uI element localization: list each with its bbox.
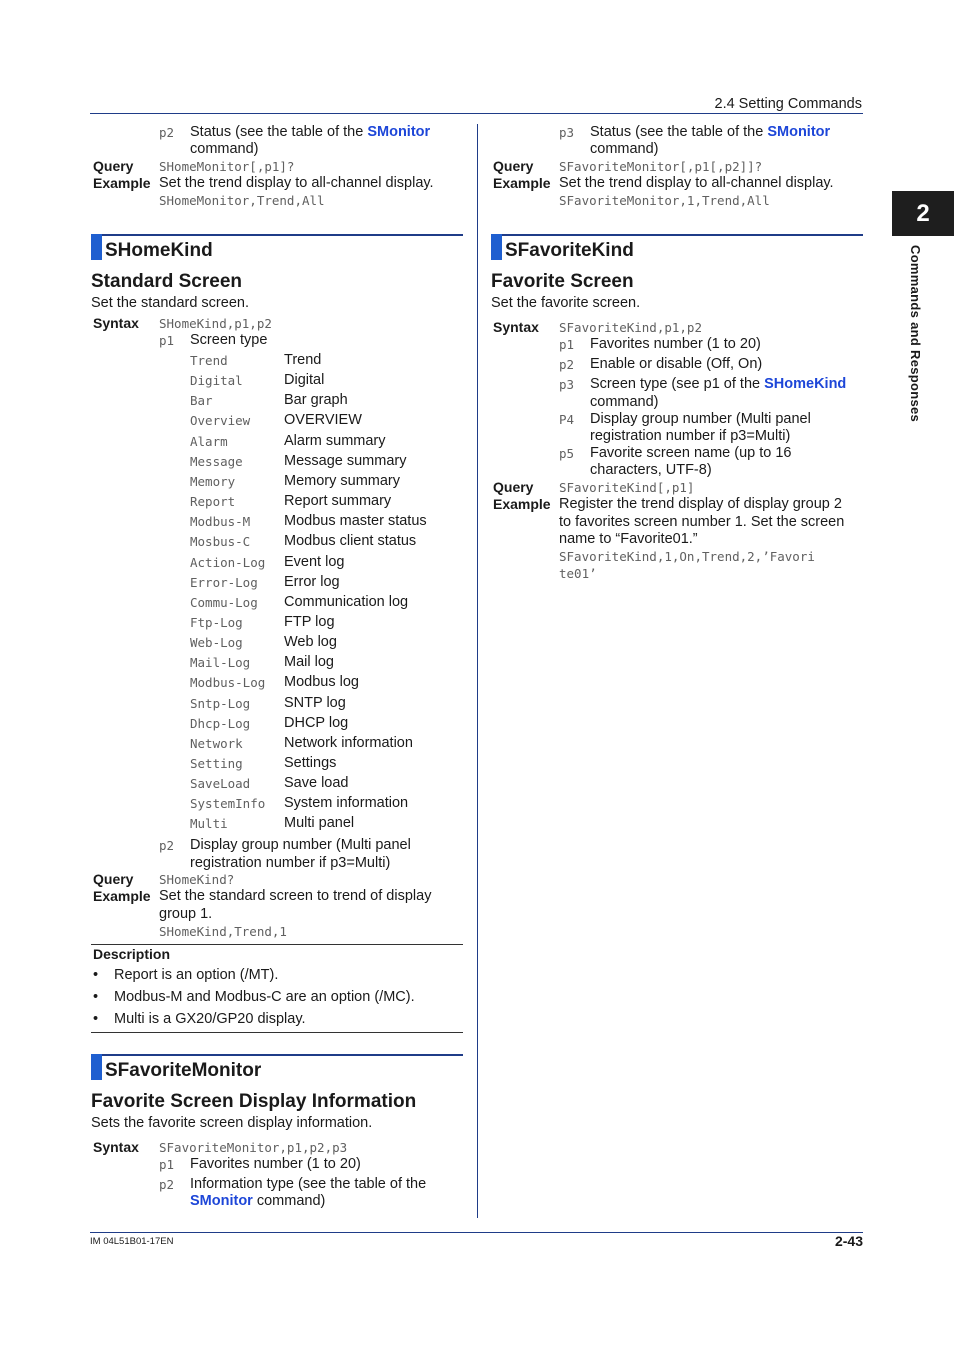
example-code-cont: te01’ bbox=[559, 566, 597, 581]
syntax-label: Syntax bbox=[493, 319, 539, 335]
option-desc: DHCP log bbox=[284, 715, 349, 731]
param-desc-cont: SMonitor command) bbox=[190, 1193, 326, 1209]
param-desc: Status (see the table of the SMonitor bbox=[190, 124, 431, 140]
description-item: Multi is a GX20/GP20 display. bbox=[114, 1011, 306, 1027]
option-code: Commu-Log bbox=[190, 595, 258, 610]
param-code: p2 bbox=[159, 1177, 175, 1192]
query-code: SFavoriteKind[,p1] bbox=[559, 480, 695, 495]
section-heading-sfavoritekind bbox=[491, 234, 863, 262]
example-text: Register the trend display of display group 2 bbox=[559, 496, 842, 512]
param-desc: Enable or disable (Off, On) bbox=[590, 356, 763, 372]
option-desc: FTP log bbox=[284, 614, 335, 630]
option-code: Trend bbox=[190, 353, 228, 368]
param-desc: Favorites number (1 to 20) bbox=[190, 1156, 361, 1172]
document-id: IM 04L51B01-17EN bbox=[90, 1236, 174, 1247]
option-code: Message bbox=[190, 454, 243, 469]
shomekind-link[interactable]: SHomeKind bbox=[764, 376, 847, 392]
column-divider bbox=[477, 124, 478, 1218]
param-desc-cont: registration number if p3=Multi) bbox=[190, 855, 391, 871]
param-desc-cont: command) bbox=[190, 141, 259, 157]
param-desc: Display group number (Multi panel bbox=[590, 411, 811, 427]
param-desc: Favorites number (1 to 20) bbox=[590, 336, 761, 352]
option-code: Bar bbox=[190, 393, 213, 408]
query-label: Query bbox=[493, 479, 534, 495]
example-code: SHomeMonitor,Trend,All bbox=[159, 193, 325, 208]
example-label: Example bbox=[93, 175, 151, 191]
bullet-icon: • bbox=[93, 989, 99, 1005]
option-desc: Trend bbox=[284, 352, 322, 368]
option-desc: Event log bbox=[284, 554, 345, 570]
example-text: Set the trend display to all-channel display. bbox=[559, 175, 834, 191]
option-code: Mosbus-C bbox=[190, 534, 251, 549]
option-desc: Mail log bbox=[284, 654, 334, 670]
description-label: Description bbox=[93, 946, 171, 962]
description-top-rule bbox=[91, 944, 463, 945]
page-number: 2-43 bbox=[834, 1233, 863, 1249]
option-code: Network bbox=[190, 736, 243, 751]
running-header: 2.4 Setting Commands bbox=[714, 96, 862, 112]
option-desc: Digital bbox=[284, 372, 325, 388]
option-desc: SNTP log bbox=[284, 695, 346, 711]
example-label: Example bbox=[493, 175, 551, 191]
footer-rule bbox=[90, 1232, 863, 1233]
syntax-code: SFavoriteMonitor,p1,p2,p3 bbox=[159, 1140, 348, 1155]
param-code: P4 bbox=[559, 412, 575, 427]
syntax-code: SHomeKind,p1,p2 bbox=[159, 316, 272, 331]
section-subtitle: Favorite Screen Display Information bbox=[91, 1091, 417, 1112]
option-code: Overview bbox=[190, 413, 251, 428]
param-desc: Information type (see the table of the bbox=[190, 1176, 427, 1192]
query-code: SFavoriteMonitor[,p1[,p2]]? bbox=[559, 159, 763, 174]
section-title: SFavoriteKind bbox=[505, 240, 634, 261]
param-code: p2 bbox=[559, 357, 575, 372]
param-code: p1 bbox=[159, 333, 175, 348]
option-desc: Multi panel bbox=[284, 815, 355, 831]
section-marker bbox=[91, 234, 102, 260]
param-code: p3 bbox=[559, 125, 575, 140]
query-label: Query bbox=[493, 158, 534, 174]
option-desc: Settings bbox=[284, 755, 337, 771]
param-desc-cont: registration number if p3=Multi) bbox=[590, 428, 791, 444]
chapter-tab-label: Commands and Responses bbox=[908, 245, 923, 423]
syntax-label: Syntax bbox=[93, 1139, 139, 1155]
param-desc: Screen type bbox=[190, 332, 268, 348]
param-desc: Screen type (see p1 of the SHomeKind bbox=[590, 376, 847, 392]
section-heading-sfavoritemonitor bbox=[91, 1054, 463, 1082]
query-label: Query bbox=[93, 871, 134, 887]
syntax-label: Syntax bbox=[93, 315, 139, 331]
example-text: Set the trend display to all-channel display. bbox=[159, 175, 434, 191]
option-code: Mail-Log bbox=[190, 655, 251, 670]
param-desc-cont: command) bbox=[590, 394, 659, 410]
option-desc: Network information bbox=[284, 735, 413, 751]
option-code: Modbus-M bbox=[190, 514, 251, 529]
example-code: SFavoriteMonitor,1,Trend,All bbox=[559, 193, 770, 208]
param-desc-cont: characters, UTF-8) bbox=[590, 462, 712, 478]
query-label: Query bbox=[93, 158, 134, 174]
description-item: Report is an option (/MT). bbox=[114, 967, 279, 983]
option-code: Setting bbox=[190, 756, 243, 771]
smonitor-link[interactable]: SMonitor bbox=[367, 124, 431, 140]
section-marker bbox=[91, 1054, 102, 1080]
syntax-code: SFavoriteKind,p1,p2 bbox=[559, 320, 702, 335]
option-desc: Memory summary bbox=[284, 473, 401, 489]
option-desc: OVERVIEW bbox=[284, 412, 362, 428]
param-desc-cont: command) bbox=[590, 141, 659, 157]
description-item: Modbus-M and Modbus-C are an option (/MC). bbox=[114, 989, 415, 1005]
description-bottom-rule bbox=[91, 1032, 463, 1033]
query-code: SHomeKind? bbox=[159, 872, 235, 887]
option-desc: Error log bbox=[284, 574, 340, 590]
header-rule bbox=[90, 113, 863, 114]
option-desc: Modbus client status bbox=[284, 533, 417, 549]
option-code: Memory bbox=[190, 474, 236, 489]
option-desc: Message summary bbox=[284, 453, 407, 469]
option-code: Digital bbox=[190, 373, 243, 388]
section-title: SHomeKind bbox=[105, 240, 213, 261]
chapter-tab: 2 bbox=[892, 191, 954, 236]
example-text-cont: name to “Favorite01.” bbox=[559, 531, 698, 547]
example-code: SFavoriteKind,1,On,Trend,2,’Favori bbox=[559, 549, 815, 564]
param-code: p1 bbox=[159, 1157, 175, 1172]
param-code: p5 bbox=[559, 446, 575, 461]
option-code: Alarm bbox=[190, 434, 228, 449]
section-heading-shomekind bbox=[91, 234, 463, 262]
example-label: Example bbox=[493, 496, 551, 512]
param-code: p2 bbox=[159, 125, 175, 140]
section-intro: Set the standard screen. bbox=[91, 295, 249, 311]
param-desc: Display group number (Multi panel bbox=[190, 837, 411, 853]
query-code: SHomeMonitor[,p1]? bbox=[159, 159, 295, 174]
section-title: SFavoriteMonitor bbox=[105, 1060, 262, 1081]
param-code: p3 bbox=[559, 377, 575, 392]
example-text: Set the standard screen to trend of display bbox=[159, 888, 432, 904]
section-intro: Set the favorite screen. bbox=[491, 295, 641, 311]
option-code: SaveLoad bbox=[190, 776, 251, 791]
bullet-icon: • bbox=[93, 1011, 99, 1027]
example-text-cont: group 1. bbox=[159, 906, 213, 922]
section-subtitle: Standard Screen bbox=[91, 271, 242, 292]
example-code: SHomeKind,Trend,1 bbox=[159, 924, 287, 939]
option-code: Error-Log bbox=[190, 575, 258, 590]
option-code: SystemInfo bbox=[190, 796, 266, 811]
option-desc: Modbus master status bbox=[284, 513, 427, 529]
example-text-cont: to favorites screen number 1. Set the screen bbox=[559, 514, 845, 530]
option-code: Dhcp-Log bbox=[190, 716, 251, 731]
option-code: Multi bbox=[190, 816, 228, 831]
section-intro: Sets the favorite screen display information. bbox=[91, 1115, 373, 1131]
section-marker bbox=[491, 234, 502, 260]
example-label: Example bbox=[93, 888, 151, 904]
section-subtitle: Favorite Screen bbox=[491, 271, 634, 292]
option-code: Web-Log bbox=[190, 635, 243, 650]
param-code: p1 bbox=[559, 337, 575, 352]
option-code: Modbus-Log bbox=[190, 675, 266, 690]
option-desc: Web log bbox=[284, 634, 337, 650]
param-code: p2 bbox=[159, 838, 175, 853]
option-code: Sntp-Log bbox=[190, 696, 251, 711]
option-code: Action-Log bbox=[190, 555, 266, 570]
bullet-icon: • bbox=[93, 967, 99, 983]
smonitor-link[interactable]: SMonitor bbox=[767, 124, 831, 140]
option-code: Report bbox=[190, 494, 236, 509]
param-desc: Favorite screen name (up to 16 bbox=[590, 445, 792, 461]
option-desc: Bar graph bbox=[284, 392, 348, 408]
option-desc: Communication log bbox=[284, 594, 409, 610]
option-desc: Alarm summary bbox=[284, 433, 386, 449]
option-desc: System information bbox=[284, 795, 409, 811]
option-desc: Report summary bbox=[284, 493, 392, 509]
option-desc: Save load bbox=[284, 775, 349, 791]
smonitor-link[interactable]: SMonitor bbox=[190, 1193, 253, 1209]
param-desc: Status (see the table of the SMonitor bbox=[590, 124, 831, 140]
option-code: Ftp-Log bbox=[190, 615, 243, 630]
option-desc: Modbus log bbox=[284, 674, 359, 690]
